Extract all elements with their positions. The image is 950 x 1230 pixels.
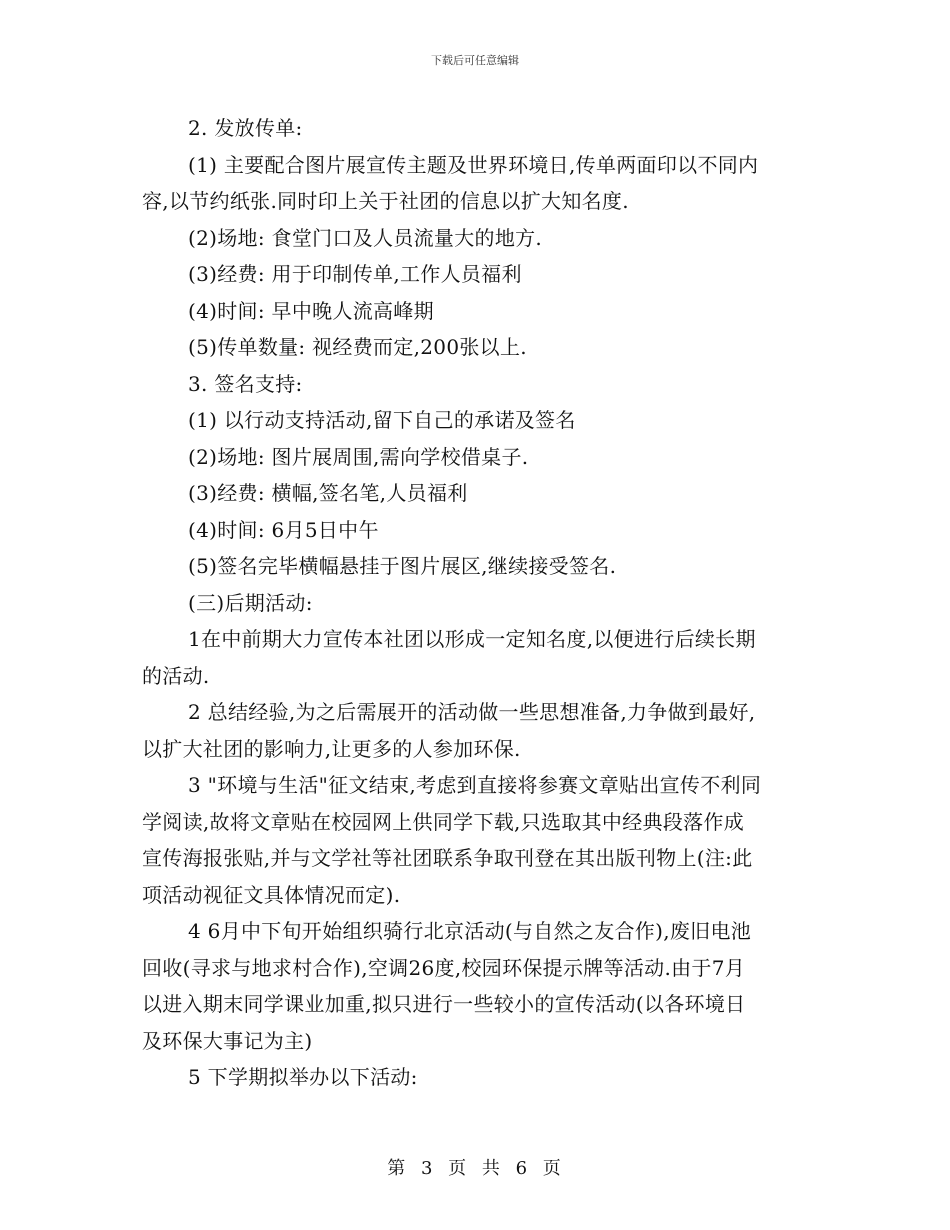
text-line: 3. 签名支持: xyxy=(188,371,303,396)
document-body xyxy=(142,110,814,1096)
text-line: 及环保大事记为主) xyxy=(142,1028,313,1053)
text-line: 4 6月中下旬开始组织骑行北京活动(与自然之友合作),废旧电池 xyxy=(188,919,752,943)
text-line: (4)时间: 6月5日中午 xyxy=(188,517,379,542)
text-line: (5)签名完毕横幅悬挂于图片展区,继续接受签名. xyxy=(188,554,617,578)
text-line: 学阅读,故将文章贴在校园网上供同学下载,只选取其中经典段落作成 xyxy=(142,809,745,834)
text-line: (2)场地: 食堂门口及人员流量大的地方. xyxy=(188,225,543,250)
text-line: (1) 以行动支持活动,留下自己的承诺及签名 xyxy=(188,408,576,432)
text-line: 5 下学期拟举办以下活动: xyxy=(188,1065,418,1089)
text-line: 以进入期末同学课业加重,拟只进行一些较小的宣传活动(以各环境日 xyxy=(142,992,746,1016)
text-line: (1) 主要配合图片展宣传主题及世界环境日,传单两面印以不同内 xyxy=(188,152,759,177)
text-line: 的活动. xyxy=(142,663,210,688)
text-line: 3 "环境与生活"征文结束,考虑到直接将参赛文章贴出宣传不利同 xyxy=(188,773,762,797)
text-line: (三)后期活动: xyxy=(188,590,313,615)
text-line: (3)经费: 用于印制传单,工作人员福利 xyxy=(188,262,522,286)
page-header: 下载后可任意编辑 xyxy=(431,54,519,67)
text-line: 1在中前期大力宣传本社团以形成一定知名度,以便进行后续长期 xyxy=(188,627,756,651)
text-line: 宣传海报张贴,并与文学社等社团联系争取刊登在其出版刊物上(注:此 xyxy=(142,846,753,870)
text-line: 项活动视征文具体情况而定). xyxy=(142,882,401,907)
text-line: 以扩大社团的影响力,让更多的人参加环保. xyxy=(142,736,521,761)
text-line: (5)传单数量: 视经费而定,200张以上. xyxy=(188,335,527,359)
text-line: 2 总结经验,为之后需展开的活动做一些思想准备,力争做到最好, xyxy=(188,700,756,724)
text-line: (3)经费: 横幅,签名笔,人员福利 xyxy=(188,481,468,505)
page-number-footer: 第 3 页 共 6 页 xyxy=(387,1158,563,1179)
text-line: 容,以节约纸张.同时印上关于社团的信息以扩大知名度. xyxy=(142,189,629,213)
text-line: (2)场地: 图片展周围,需向学校借桌子. xyxy=(188,444,529,469)
text-line: 2. 发放传单: xyxy=(188,116,303,140)
text-line: (4)时间: 早中晚人流高峰期 xyxy=(188,298,434,323)
text-line: 回收(寻求与地求村合作),空调26度,校园环保提示牌等活动.由于7月 xyxy=(142,955,746,980)
